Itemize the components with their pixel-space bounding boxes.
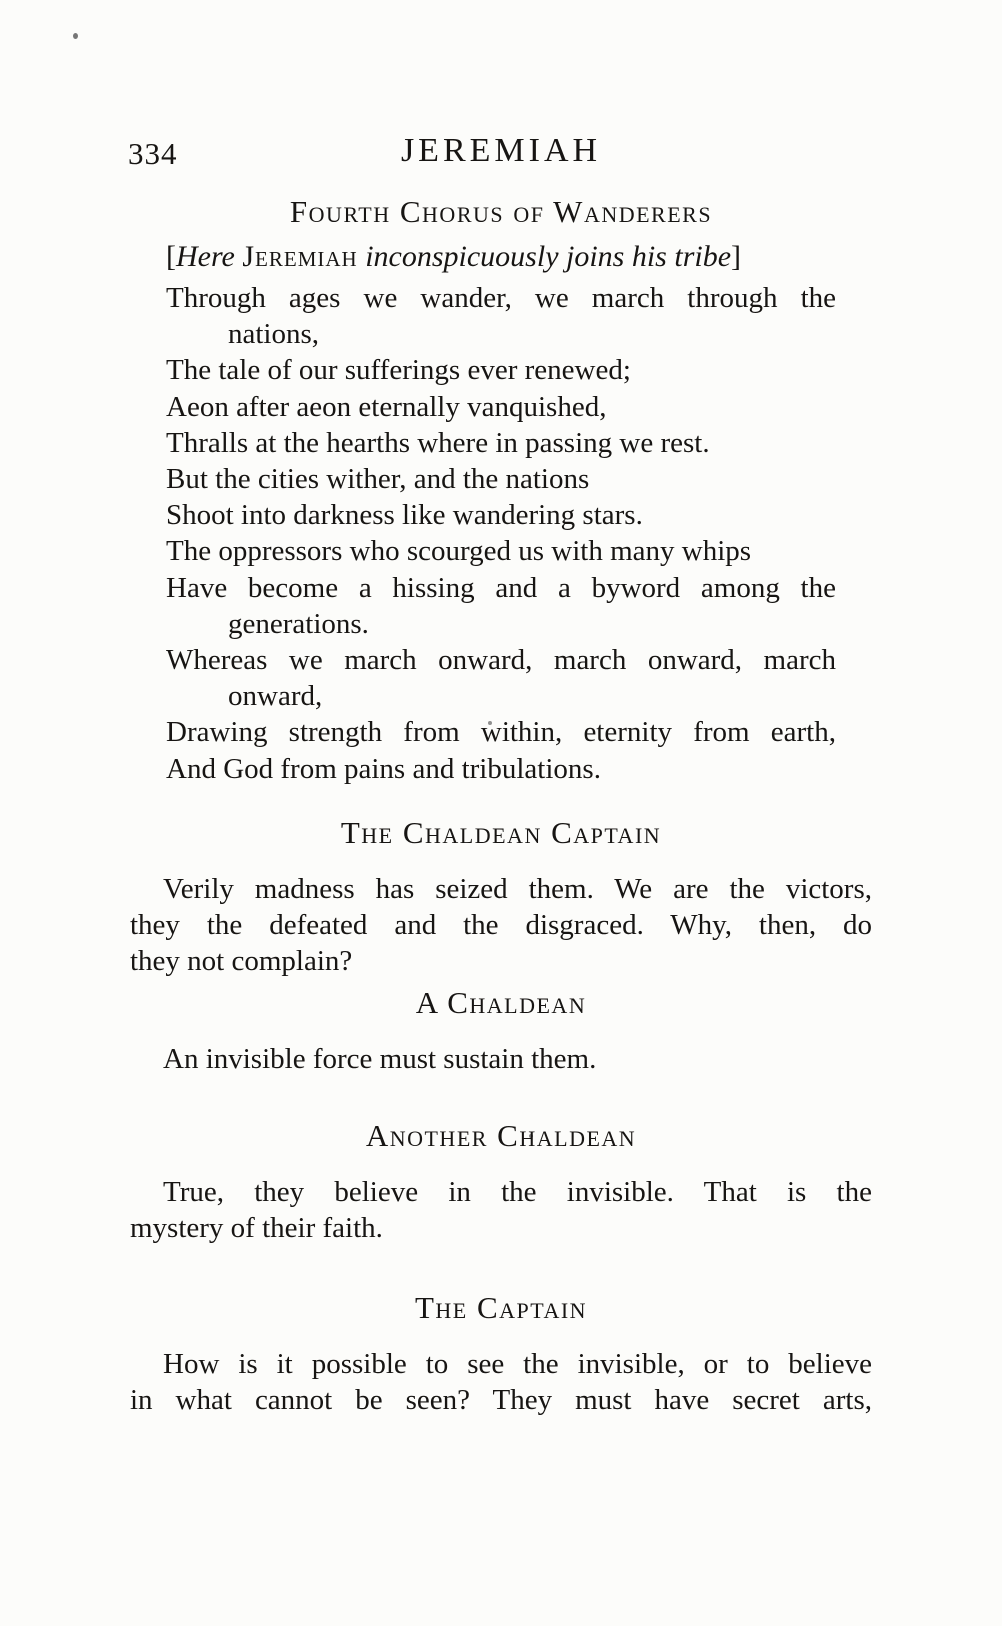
page-content xyxy=(130,130,872,1418)
chorus-block xyxy=(166,238,836,787)
chorus-line: onward, xyxy=(228,680,323,713)
speech-another-chaldean xyxy=(130,1117,872,1246)
chorus-line: Aeon after aeon eternally vanquished, xyxy=(166,390,607,423)
speech-line: they the defeated and the disgraced. Why, then, do xyxy=(130,909,872,942)
chorus-line: The tale of our sufferings ever renewed; xyxy=(166,354,631,387)
speech-the-captain xyxy=(130,1292,872,1418)
speech-line: in what cannot be seen? They must have secret arts, xyxy=(130,1384,872,1417)
speech-line: they not complain? xyxy=(130,945,353,978)
page-number: 334 xyxy=(128,136,178,171)
chorus-line: But the cities wither, and the nations xyxy=(166,463,590,496)
speech-a-chaldean xyxy=(130,987,872,1077)
chorus-line: Whereas we march onward, march onward, march xyxy=(166,644,836,677)
speech-paragraph xyxy=(130,1041,872,1077)
speaker-heading: A Chaldean xyxy=(415,985,587,1021)
stage-bracket-close: ] xyxy=(731,240,742,273)
stage-lead: Here xyxy=(176,240,243,273)
stage-direction xyxy=(166,238,836,276)
chorus-line: generations. xyxy=(228,607,369,640)
speech-paragraph xyxy=(130,871,872,980)
chorus-line: And God from pains and tribulations. xyxy=(166,752,601,785)
speech-line: An invisible force must sustain them. xyxy=(163,1043,597,1076)
speaker-heading: The Chaldean Captain xyxy=(340,814,662,850)
chorus-line: Thralls at the hearths where in passing we rest. xyxy=(166,426,710,459)
chorus-line: The oppressors who scourged us with many whips xyxy=(166,535,752,568)
speech-paragraph xyxy=(130,1346,872,1418)
speech-line: mystery of their faith. xyxy=(130,1211,383,1244)
stage-bracket-open: [ xyxy=(166,240,176,273)
chorus-line: nations, xyxy=(228,318,320,351)
speech-line: True, they believe in the invisible. That is the xyxy=(163,1175,872,1208)
speech-chaldean-captain xyxy=(130,814,872,980)
stage-rest: inconspicuously joins his tribe xyxy=(357,240,732,273)
chorus-line: Drawing strength from within, eternity from earth, xyxy=(166,716,836,749)
speech-paragraph xyxy=(130,1174,872,1246)
speech-line: How is it possible to see the invisible, or to believe xyxy=(163,1348,872,1381)
stage-character-name: Jeremiah xyxy=(242,240,358,273)
running-title: JEREMIAH xyxy=(400,132,602,169)
speech-line: Verily madness has seized them. We are the victors, xyxy=(163,872,872,905)
chorus-line: Have become a hissing and a byword among the xyxy=(166,571,836,604)
speaker-heading: Another Chaldean xyxy=(365,1117,637,1153)
chorus-line: Shoot into darkness like wandering stars. xyxy=(166,499,643,532)
scan-speck xyxy=(73,33,78,39)
running-header xyxy=(130,130,872,174)
speaker-heading: The Captain xyxy=(414,1290,588,1326)
chorus-heading: Fourth Chorus of Wanderers xyxy=(289,194,713,229)
chorus-line: Through ages we wander, we march through the xyxy=(166,282,836,314)
